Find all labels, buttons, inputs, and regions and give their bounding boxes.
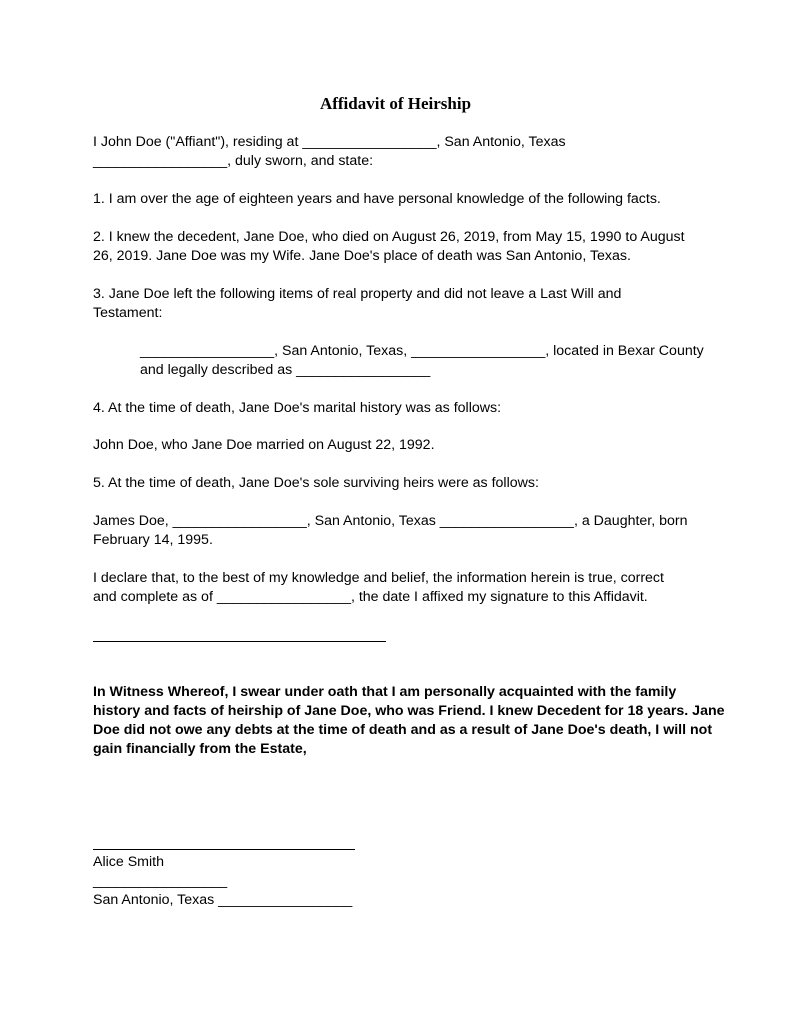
witness-address-blank: _________________ — [93, 873, 228, 889]
intro-line-2: _________________, duly sworn, and state: — [93, 153, 374, 169]
item-3-paragraph — [93, 285, 703, 323]
declaration-line-2: and complete as of _________________, the date I affixed my signature to this Affidavit. — [93, 589, 648, 605]
affiant-signature-line — [93, 641, 386, 642]
property-line-1: _________________, San Antonio, Texas, _________________, located in Bexar County — [140, 343, 704, 359]
heirs-line-1: James Doe, _________________, San Antonio, Texas _________________, a Daughter, born — [93, 513, 688, 529]
property-line-2: and legally described as _________________ — [140, 362, 431, 378]
witness-line-1: In Witness Whereof, I swear under oath that I am personally acquainted with the family — [93, 684, 677, 700]
intro-paragraph — [93, 133, 703, 171]
witness-name: Alice Smith — [93, 854, 164, 870]
item-4-paragraph — [93, 399, 703, 418]
heirs-paragraph — [93, 512, 703, 550]
intro-line-1: I John Doe ("Affiant"), residing at _________________, San Antonio, Texas — [93, 134, 566, 150]
document-title: Affidavit of Heirship — [319, 94, 472, 113]
witness-address-paragraph — [93, 872, 703, 910]
item-1-paragraph — [93, 190, 703, 209]
item-2-line-2: 26, 2019. Jane Doe was my Wife. Jane Doe's place of death was San Antonio, Texas. — [93, 248, 631, 264]
item-3-line-2: Testament: — [93, 305, 163, 321]
witness-line-4: gain financially from the Estate, — [93, 741, 307, 757]
item-5-paragraph — [93, 474, 703, 493]
declaration-paragraph — [93, 569, 703, 607]
item-3-line-1: 3. Jane Doe left the following items of real property and did not leave a Last Will and — [93, 286, 622, 302]
witness-city-line: San Antonio, Texas _________________ — [93, 892, 353, 908]
property-paragraph — [140, 342, 710, 380]
declaration-line-1: I declare that, to the best of my knowledge and belief, the information herein is true, correct — [93, 570, 664, 586]
marriage-text: John Doe, who Jane Doe married on August 22, 1992. — [93, 437, 435, 453]
heirs-line-2: February 14, 1995. — [93, 532, 213, 548]
witness-line-2: history and facts of heirship of Jane Doe, who was Friend. I knew Decedent for 18 years. Jane — [93, 703, 725, 719]
marriage-paragraph — [93, 436, 703, 455]
item-1-text: 1. I am over the age of eighteen years and have personal knowledge of the following facts. — [93, 191, 661, 207]
item-2-line-1: 2. I knew the decedent, Jane Doe, who died on August 26, 2019, from May 15, 1990 to August — [93, 229, 685, 245]
witness-line-3: Doe did not owe any debts at the time of death and as a result of Jane Doe's death, I will not — [93, 722, 713, 738]
item-5-text: 5. At the time of death, Jane Doe's sole surviving heirs were as follows: — [93, 475, 539, 491]
item-4-text: 4. At the time of death, Jane Doe's marital history was as follows: — [93, 400, 502, 416]
witness-paragraph — [93, 683, 725, 759]
witness-signature-line — [93, 849, 355, 850]
item-2-paragraph — [93, 228, 703, 266]
witness-name-paragraph — [93, 853, 703, 872]
